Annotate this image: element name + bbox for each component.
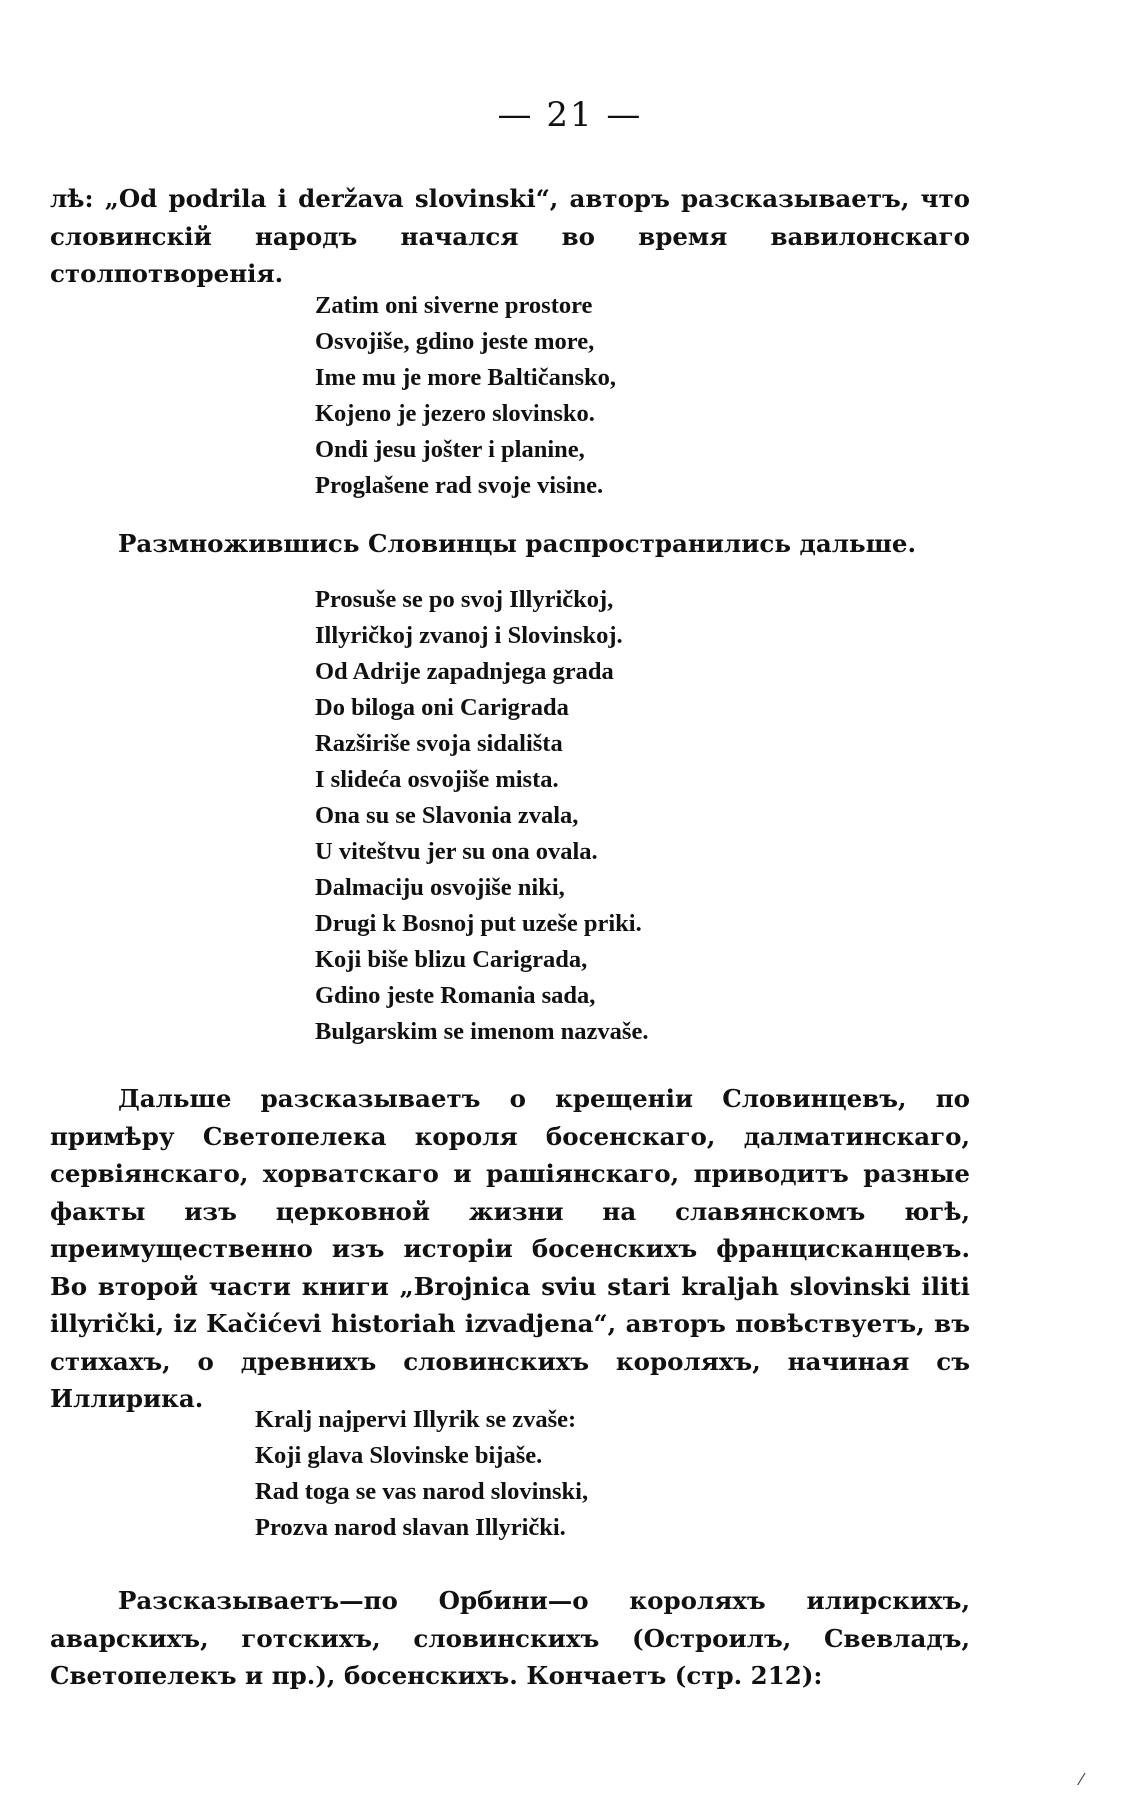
verse-line: Proglašene rad svoje visine.: [315, 472, 604, 499]
verse-line: Prosuše se po svoj Illyričkoj,: [315, 586, 614, 613]
verse-line: Koji biše blizu Carigrada,: [315, 946, 588, 973]
paragraph-4-text: Разсказываетъ—по Орбини—о короляхъ илирскихъ, аварскихъ, готскихъ, словинскихъ (Остроилъ, Свевладъ, Светопелекъ и пр.), босенскихъ. Кончаетъ (стр. 212):: [50, 1586, 970, 1690]
verse-line: Razširiše svoja sidališta: [315, 730, 563, 757]
page-number: — 21 —: [497, 95, 643, 135]
paragraph-3-text: Дальше разсказываетъ о крещеніи Словинцевъ, по примѣру Светопелека короля босенскаго, далматинскаго, сервіянскаго, хорватскаго и рашіянскаго, приводитъ разные факты изъ церковной жизни на славянскомъ югѣ, преимущественно изъ исторіи босенскихъ францисканцевъ. Во второй части книги „Brojnica sviu stari kraljah slovinski iliti illyrički, iz Kačićevi historiah izvadjena“, авторъ повѣствуетъ, въ стихахъ, о древнихъ словинскихъ короляхъ, начиная съ Иллирика.: [50, 1084, 970, 1413]
verse-line: I slideća osvojiše mista.: [315, 766, 559, 793]
verse-line: Ime mu je more Baltičansko,: [315, 364, 616, 391]
verse-line: Kralj najpervi Illyrik se zvaše:: [255, 1406, 577, 1433]
verse-line: Dalmaciju osvojiše niki,: [315, 874, 565, 901]
verse-line: Prozva narod slavan Illyrički.: [255, 1514, 566, 1541]
intro-paragraph: [50, 180, 970, 293]
paragraph-3: [50, 1080, 970, 1418]
verse-block-3: [255, 1402, 588, 1546]
verse-line: Illyričkoj zvanoj i Slovinskoj.: [315, 622, 623, 649]
verse-line: Rad toga se vas narod slovinski,: [255, 1478, 589, 1505]
intro-text: лѣ: „Od podrila i deržava slovinski“, авторъ разсказываетъ, что словинскій народъ начался во время вавилонскаго столпотворенія.: [50, 184, 970, 288]
verse-line: Do biloga oni Carigrada: [315, 694, 569, 721]
paragraph-4: [50, 1582, 970, 1695]
verse-line: Ona su se Slavonia zvala,: [315, 802, 579, 829]
verse-block-2: [315, 582, 648, 1050]
verse-line: Drugi k Bosnoj put uzeše priki.: [315, 910, 642, 937]
verse-line: Ondi jesu jošter i planine,: [315, 436, 585, 463]
verse-line: Osvojiše, gdino jeste more,: [315, 328, 595, 355]
verse-line: Zatim oni siverne prostore: [315, 292, 593, 319]
verse-line: Kojeno je jezero slovinsko.: [315, 400, 595, 427]
verse-line: Od Adrije zapadnjega grada: [315, 658, 614, 685]
verse-block-1: [315, 288, 616, 504]
verse-line: Koji glava Slovinske bijaše.: [255, 1442, 543, 1469]
verse-line: Bulgarskim se imenom nazvaše.: [315, 1018, 649, 1045]
paragraph-2: [50, 525, 970, 563]
verse-line: U viteštvu jer su ona ovala.: [315, 838, 598, 865]
paragraph-2-text: Размножившись Словинцы распространились дальше.: [118, 529, 917, 558]
corner-mark: ⁄: [1080, 1770, 1083, 1789]
verse-line: Gdino jeste Romania sada,: [315, 982, 596, 1009]
